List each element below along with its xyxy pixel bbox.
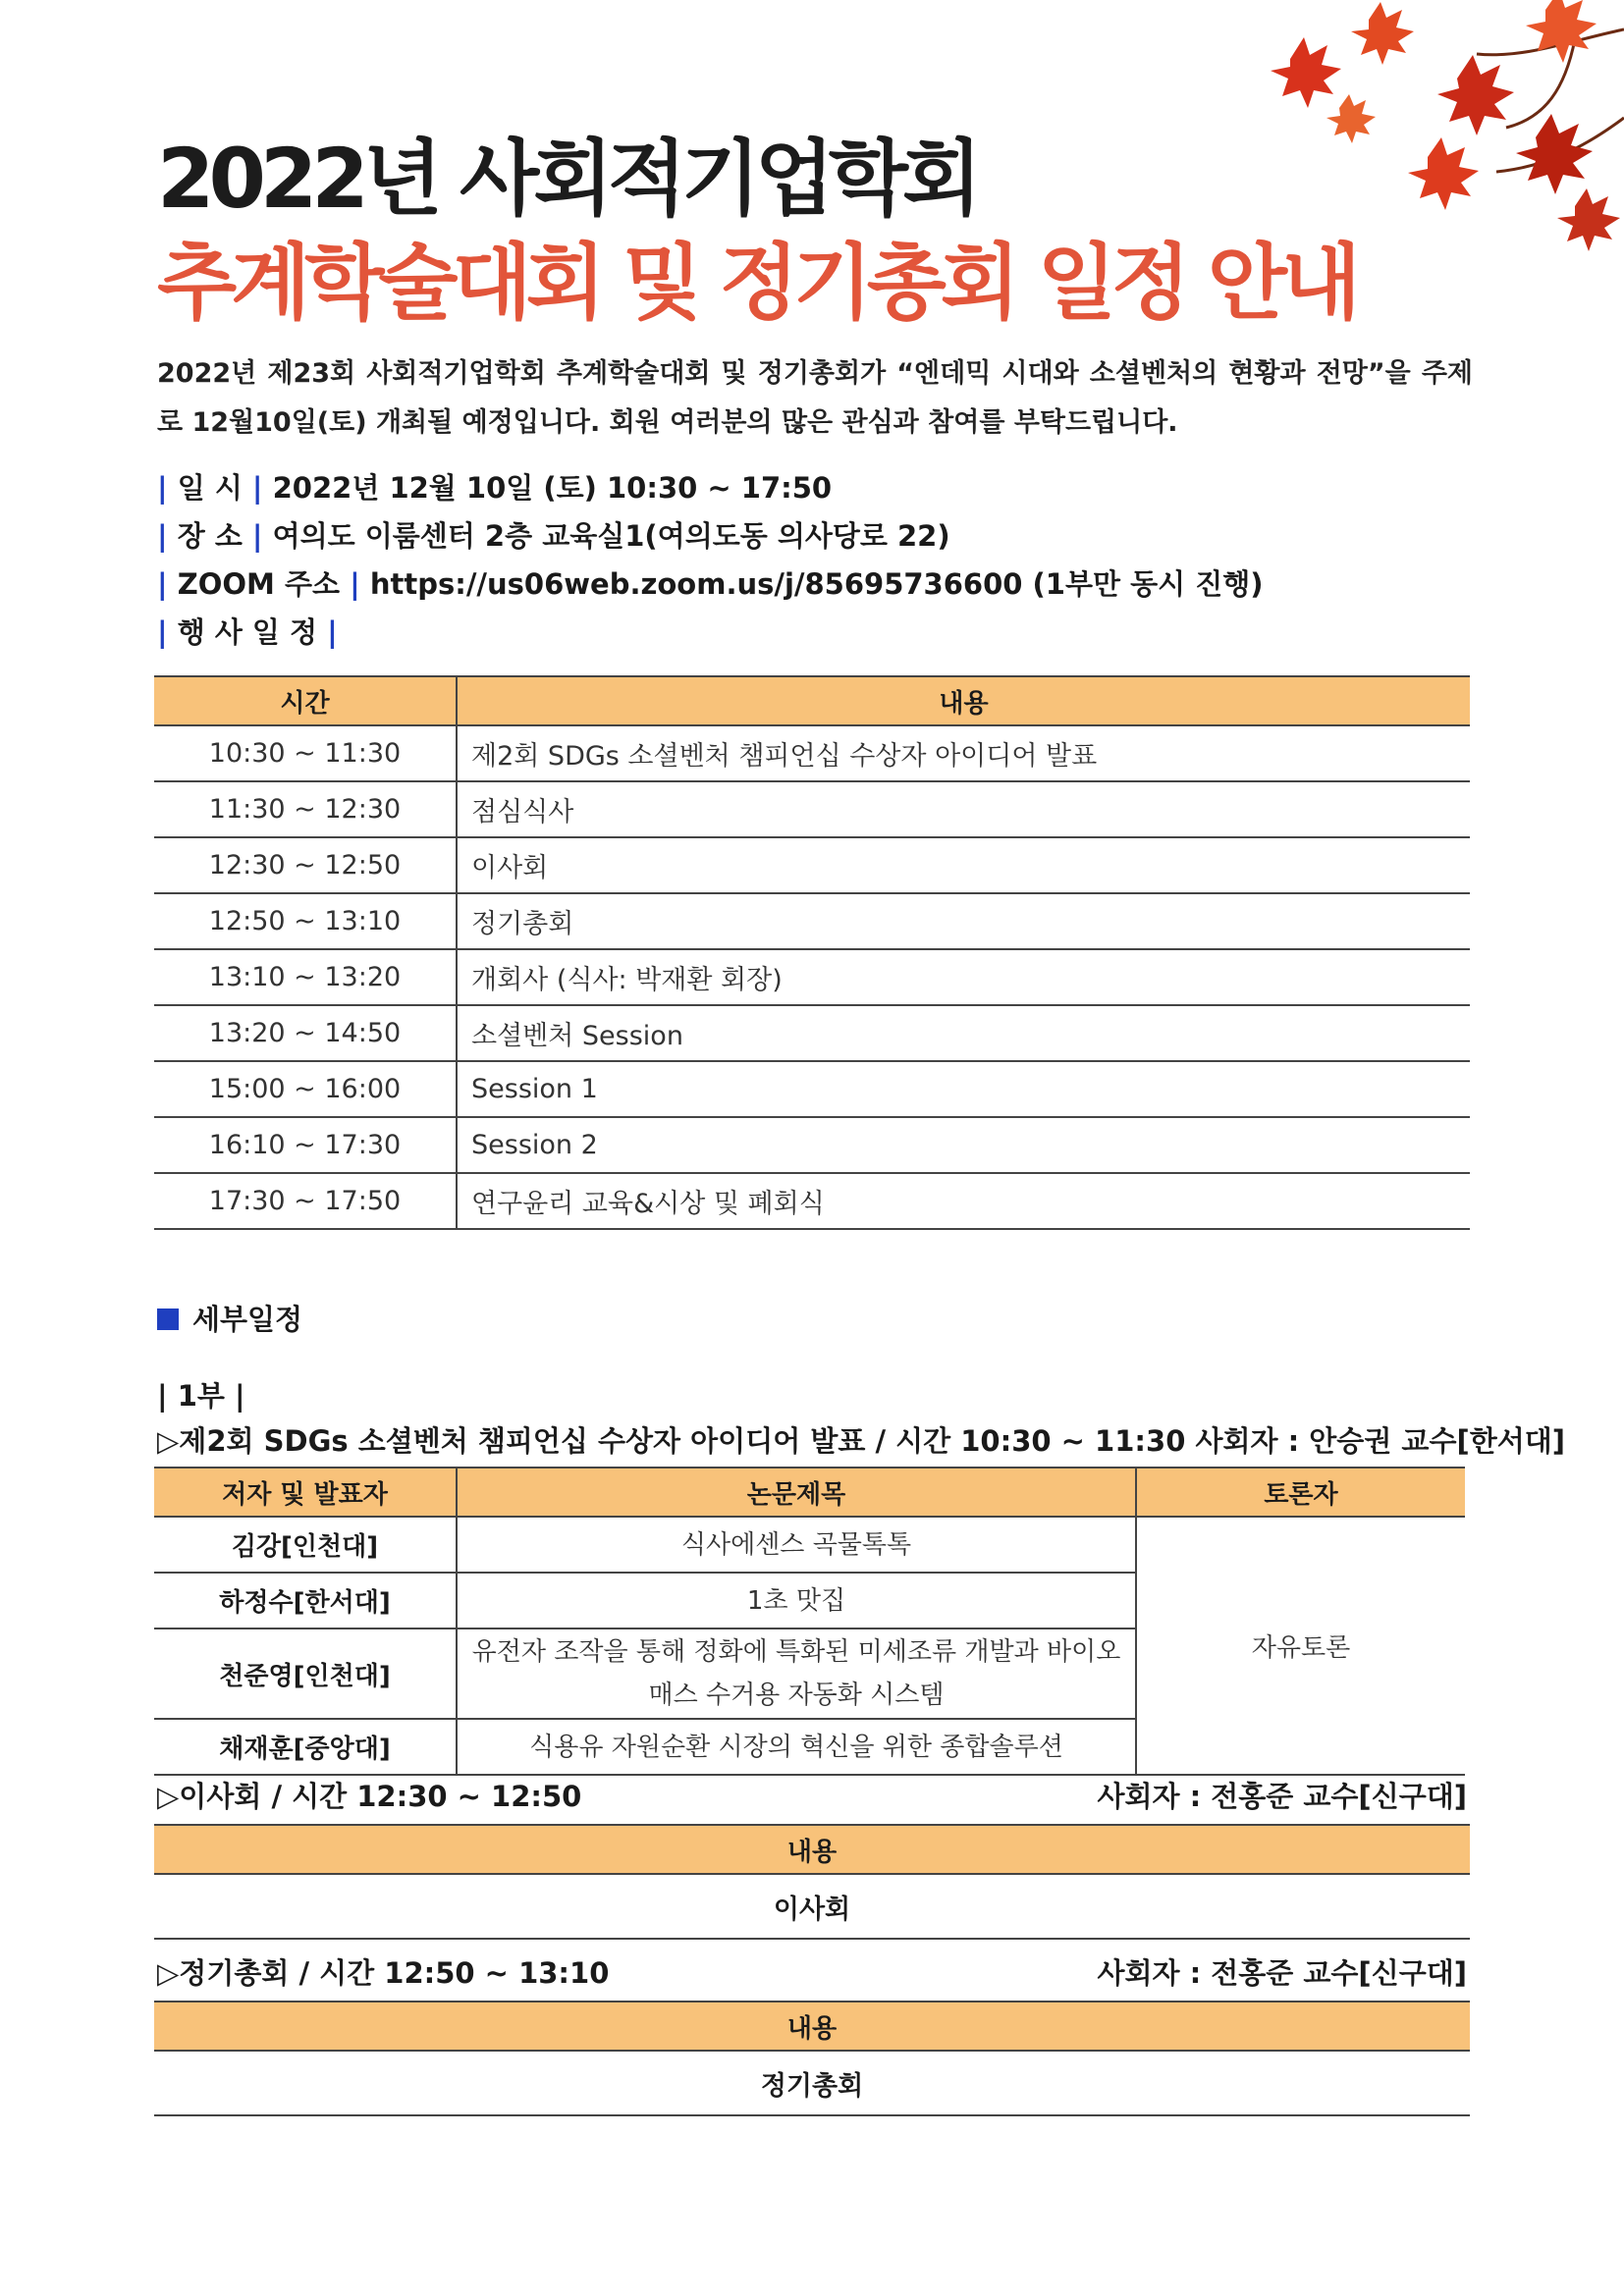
row-content: Session 2 <box>457 1117 1470 1173</box>
row-time: 15:00 ~ 16:00 <box>154 1061 457 1117</box>
intro-paragraph: 2022년 제23회 사회적기업학회 추계학술대회 및 정기총회가 “엔데믹 시대와 소셜벤처의 현황과 전망”을 주제로 12월10일(토) 개최될 예정입니다. 회원 여러분의 많은 관심과 참여를 부탁드립니다. <box>157 358 1473 438</box>
schedule-table <box>154 675 1470 1230</box>
general-col-header: 내용 <box>154 2002 1470 2051</box>
row-time: 16:10 ~ 17:30 <box>154 1117 457 1173</box>
detail-section-title <box>157 1298 302 1338</box>
date-value: 2022년 12월 10일 (토) 10:30 ~ 17:50 <box>272 471 833 505</box>
col-title-header: 논문제목 <box>457 1468 1136 1517</box>
row-time: 13:20 ~ 14:50 <box>154 1005 457 1061</box>
table-row <box>154 1517 1465 1573</box>
zoom-value[interactable]: https://us06web.zoom.us/j/85695736600 (1부만 동시 진행) <box>369 567 1264 601</box>
paper-author: 채재훈[중앙대] <box>154 1719 457 1775</box>
board-heading: ▷이사회 / 시간 12:30 ~ 12:50 <box>157 1780 582 1813</box>
table-row <box>154 949 1470 1005</box>
info-date: | 일 시 | 2022년 12월 10일 (토) 10:30 ~ 17:50 <box>157 471 833 505</box>
table-row <box>154 893 1470 949</box>
row-time: 12:50 ~ 13:10 <box>154 893 457 949</box>
table-row <box>154 1117 1470 1173</box>
table-row <box>154 725 1470 781</box>
part1-heading: ▷제2회 SDGs 소셜벤처 챔피언십 수상자 아이디어 발표 / 시간 10:30 ~ 11:30 사회자 : 안승권 교수[한서대] <box>157 1424 1566 1458</box>
papers-table <box>154 1467 1465 1776</box>
col-author-header: 저자 및 발표자 <box>154 1468 457 1517</box>
zoom-label: ZOOM 주소 <box>177 567 341 601</box>
title-line-1: 2022년 사회적기업학회 <box>157 131 977 227</box>
row-content: Session 1 <box>457 1061 1470 1117</box>
paper-title-line: 유전자 조작을 통해 정화에 특화된 미세조류 개발과 바이오 <box>471 1637 1121 1667</box>
row-content: 연구윤리 교육&시상 및 폐회식 <box>457 1173 1470 1229</box>
table-row <box>154 1173 1470 1229</box>
row-content: 이사회 <box>457 837 1470 893</box>
detail-title-text: 세부일정 <box>192 1303 303 1336</box>
discussant-cell: 자유토론 <box>1136 1517 1465 1775</box>
board-content: 이사회 <box>154 1874 1470 1939</box>
row-time: 12:30 ~ 12:50 <box>154 837 457 893</box>
info-place: | 장 소 | 여의도 이룸센터 2층 교육실1(여의도동 의사당로 22) <box>157 519 950 553</box>
row-content: 소셜벤처 Session <box>457 1005 1470 1061</box>
row-time: 17:30 ~ 17:50 <box>154 1173 457 1229</box>
general-content: 정기총회 <box>154 2051 1470 2115</box>
info-zoom: | ZOOM 주소 | https://us06web.zoom.us/j/85695736600 (1부만 동시 진행) <box>157 567 1264 601</box>
paper-title: 1초 맛집 <box>457 1573 1136 1629</box>
paper-title-line: 매스 수거용 자동화 시스템 <box>648 1681 945 1710</box>
table-row <box>154 1061 1470 1117</box>
table-row <box>154 837 1470 893</box>
row-content: 개회사 (식사: 박재환 회장) <box>457 949 1470 1005</box>
row-time: 13:10 ~ 13:20 <box>154 949 457 1005</box>
table-row <box>154 2051 1470 2115</box>
col-time-header: 시간 <box>154 676 457 725</box>
paper-title <box>457 1629 1136 1719</box>
paper-title: 식사에센스 곡물톡톡 <box>457 1517 1136 1573</box>
maple-leaves-decoration <box>1251 0 1624 265</box>
board-col-header: 내용 <box>154 1825 1470 1874</box>
table-row <box>154 781 1470 837</box>
row-content: 제2회 SDGs 소셜벤처 챔피언십 수상자 아이디어 발표 <box>457 725 1470 781</box>
row-time: 10:30 ~ 11:30 <box>154 725 457 781</box>
square-bullet-icon <box>157 1308 179 1330</box>
table-row <box>154 1874 1470 1939</box>
col-content-header: 내용 <box>457 676 1470 725</box>
paper-author: 김강[인천대] <box>154 1517 457 1573</box>
place-value: 여의도 이룸센터 2층 교육실1(여의도동 의사당로 22) <box>272 519 950 553</box>
paper-author: 하정수[한서대] <box>154 1573 457 1629</box>
col-discussant-header: 토론자 <box>1136 1468 1465 1517</box>
part1-label: | 1부 | <box>157 1379 245 1413</box>
title-line-2: 추계학술대회 및 정기총회 일정 안내 <box>157 235 1356 331</box>
row-content: 정기총회 <box>457 893 1470 949</box>
paper-title: 식용유 자원순환 시장의 혁신을 위한 종합솔루션 <box>457 1719 1136 1775</box>
row-content: 점심식사 <box>457 781 1470 837</box>
info-schedule: | 행 사 일 정 | <box>157 615 338 649</box>
general-heading: ▷정기총회 / 시간 12:50 ~ 13:10 <box>157 1956 610 1990</box>
row-time: 11:30 ~ 12:30 <box>154 781 457 837</box>
paper-author: 천준영[인천대] <box>154 1629 457 1719</box>
board-table <box>154 1824 1470 1940</box>
schedule-label: 행 사 일 정 <box>177 615 318 649</box>
general-table <box>154 2001 1470 2116</box>
place-label: 장 소 <box>177 519 243 553</box>
date-label: 일 시 <box>177 471 243 505</box>
table-row <box>154 1005 1470 1061</box>
general-host: 사회자 : 전홍준 교수[신구대] <box>1097 1956 1467 1990</box>
board-host: 사회자 : 전홍준 교수[신구대] <box>1097 1780 1467 1813</box>
